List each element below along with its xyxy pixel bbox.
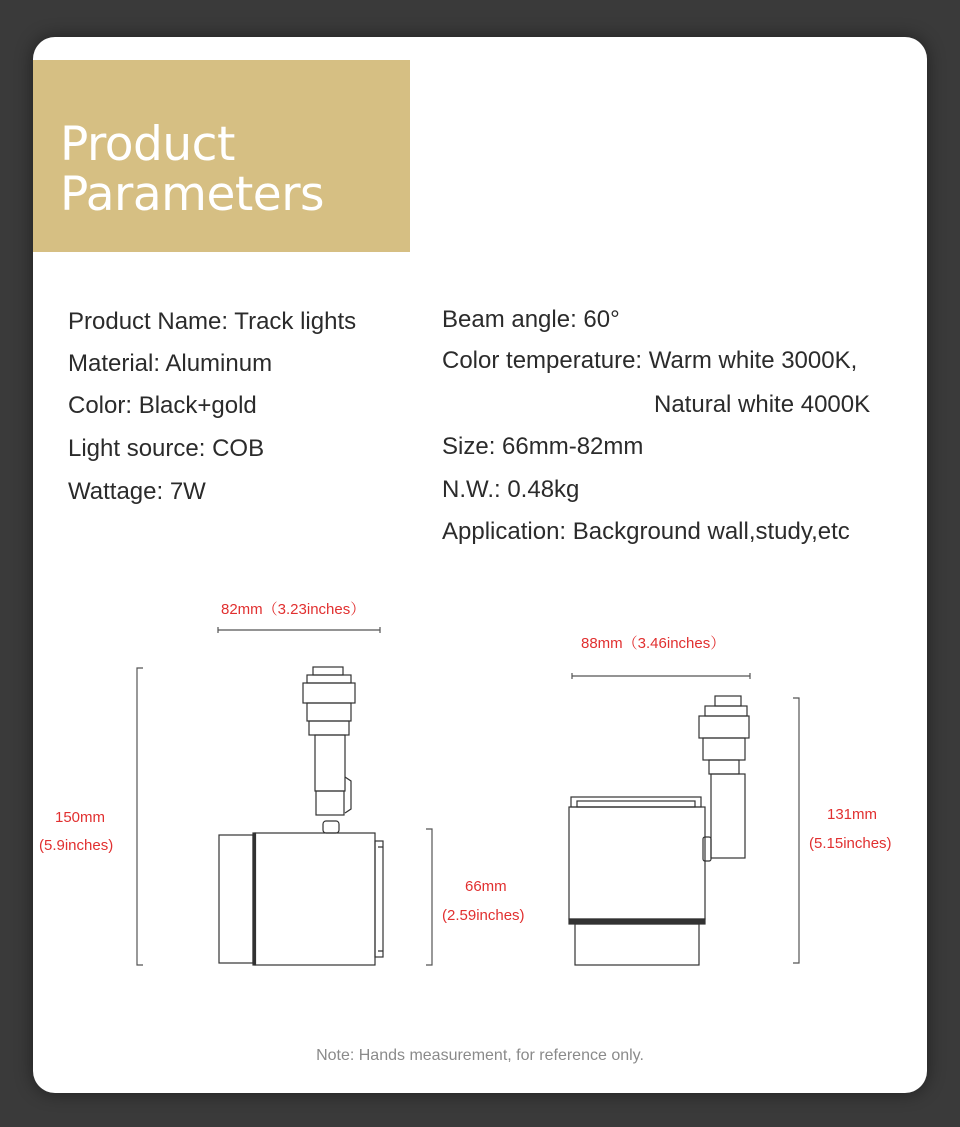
right-width-label: 88mm（3.46inches） bbox=[581, 635, 726, 652]
right-height-bracket bbox=[793, 698, 799, 963]
title-line-1: Product bbox=[60, 117, 235, 172]
left-height-mm-label: 150mm bbox=[55, 809, 106, 826]
spec-beam-angle: Beam angle: 60° bbox=[442, 306, 620, 333]
left-height-bracket bbox=[137, 668, 143, 965]
right-height-in-label: (5.15inches) bbox=[809, 835, 892, 852]
left-depth-mm-label: 66mm bbox=[465, 878, 507, 895]
right-height-mm-label: 131mm bbox=[827, 806, 878, 823]
title-line-2: Parameters bbox=[60, 167, 325, 222]
left-width-bracket bbox=[218, 627, 380, 633]
left-height-in-label: (5.9inches) bbox=[39, 837, 114, 854]
spec-application: Application: Background wall,study,etc bbox=[442, 518, 850, 545]
left-track-light-drawing bbox=[219, 667, 383, 965]
right-track-light-drawing bbox=[569, 696, 749, 965]
left-depth-in-label: (2.59inches) bbox=[442, 907, 525, 924]
reference-note: Note: Hands measurement, for reference only. bbox=[316, 1047, 644, 1064]
product-parameters-card bbox=[33, 37, 927, 1093]
spec-light-source: Light source: COB bbox=[68, 435, 265, 462]
spec-material: Material: Aluminum bbox=[68, 350, 273, 377]
right-width-bracket bbox=[572, 673, 750, 679]
spec-color-temperature-2: Natural white 4000K bbox=[654, 391, 871, 418]
left-depth-bracket bbox=[426, 829, 432, 965]
spec-color-temperature: Color temperature: Warm white 3000K, bbox=[442, 347, 858, 374]
left-width-label: 82mm（3.23inches） bbox=[221, 601, 366, 618]
spec-product-name: Product Name: Track lights bbox=[68, 308, 357, 335]
dimension-drawings bbox=[33, 37, 927, 1093]
spec-size: Size: 66mm-82mm bbox=[442, 433, 644, 460]
spec-net-weight: N.W.: 0.48kg bbox=[442, 476, 580, 503]
spec-color: Color: Black+gold bbox=[68, 392, 257, 419]
spec-wattage: Wattage: 7W bbox=[68, 478, 206, 505]
